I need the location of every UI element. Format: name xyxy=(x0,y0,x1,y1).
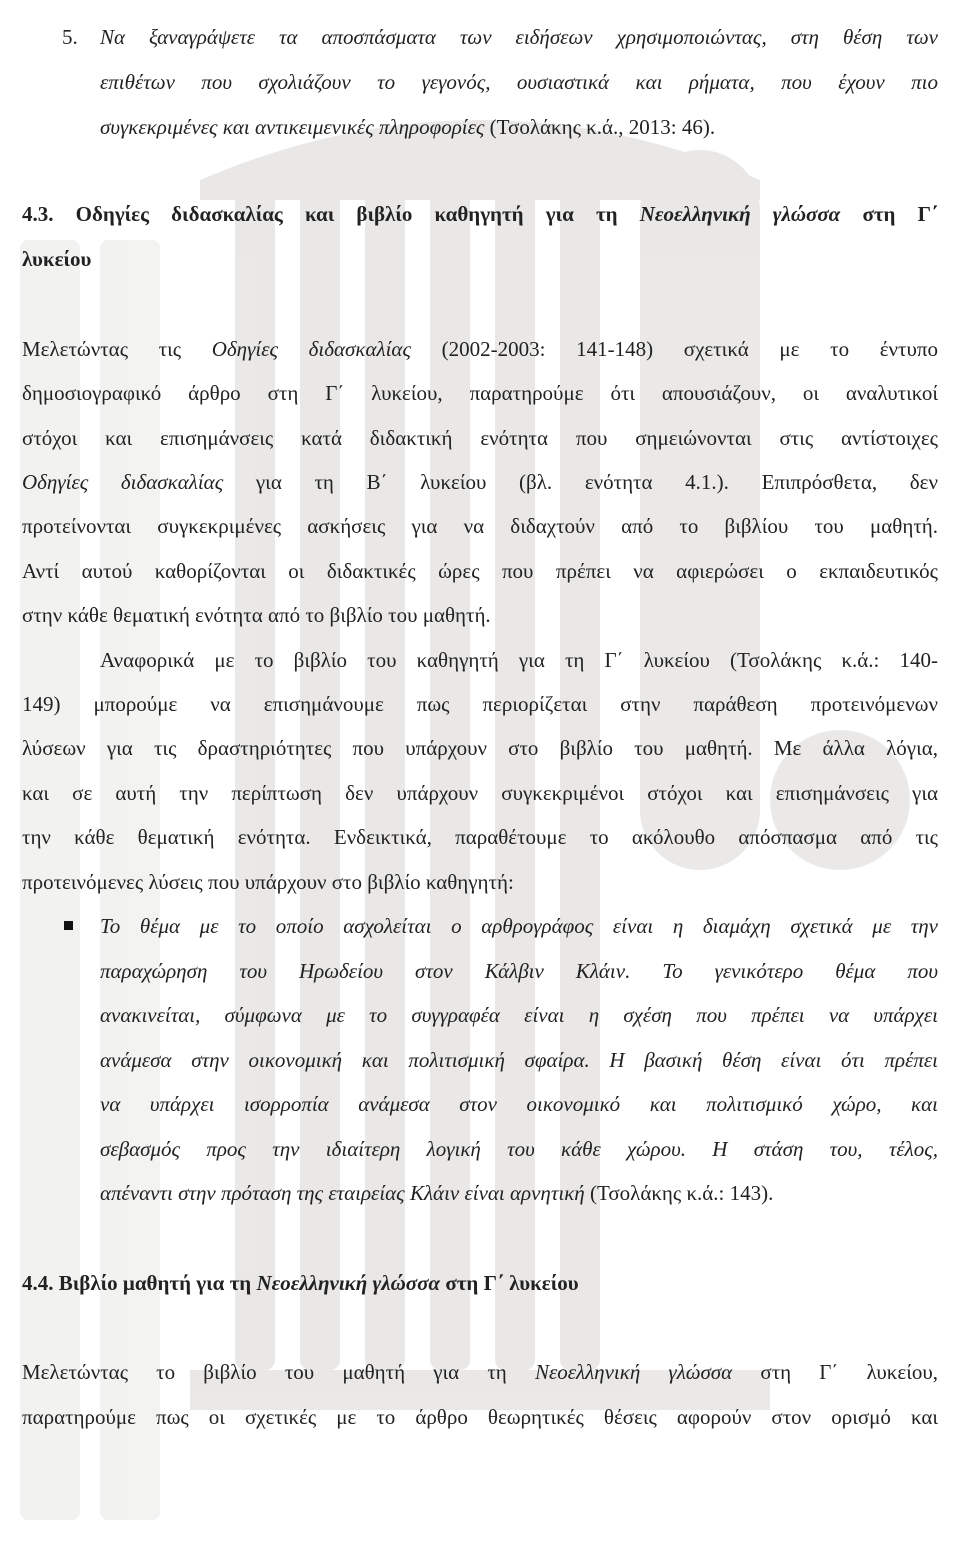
heading-4-4-prefix: 4.4. Βιβλίο μαθητή για τη xyxy=(22,1271,257,1295)
heading-4-4-italic: Νεοελληνική γλώσσα xyxy=(256,1271,441,1295)
quote-line-6: σεβασμός προς την ιδιαίτερη λογική του κάθε χώρου. Η στάση του, τέλος, xyxy=(100,1137,938,1161)
item5-citation: (Τσολάκης κ.ά., 2013: 46). xyxy=(484,115,716,139)
para1-italic-title: Οδηγίες διδασκαλίας xyxy=(211,337,411,361)
bullet-icon xyxy=(64,921,73,930)
para2-line-4: και σε αυτή την περίπτωση δεν υπάρχουν συγκεκριμένοι στόχοι και επισημάνσεις για xyxy=(22,781,938,805)
item5-line-3-italic: συγκεκριμένες και αντικειμενικές πληροφορίες xyxy=(100,115,485,139)
para1-line-6: Αντί αυτού καθορίζονται οι διδακτικές ώρες που πρέπει να αφιερώσει ο εκπαιδευτικός xyxy=(22,559,938,583)
item5-line-2: επιθέτων που σχολιάζουν το γεγονός, ουσιαστικά και ρήματα, που έχουν πιο xyxy=(100,70,938,94)
para2-line-6: προτεινόμενες λύσεις που υπάρχουν στο βιβλίο καθηγητή: xyxy=(22,870,514,894)
para3-text: Μελετώντας το βιβλίο του μαθητή για τη xyxy=(22,1360,535,1384)
quote-line-2: παραχώρηση του Ηρωδείου στον Κάλβιν Κλάιν. Το γενικότερο θέμα που xyxy=(100,959,938,983)
heading-4-3-suffix: στη Γ΄ xyxy=(840,202,938,226)
para3-text: στη Γ΄ λυκείου, xyxy=(732,1360,939,1384)
para1-line-5: προτείνονται συγκεκριμένες ασκήσεις για να διδαχτούν από το βιβλίου του μαθητή. xyxy=(22,514,938,538)
para3-line-1 xyxy=(22,1357,938,1387)
para1-text: για τη Β΄ λυκείου (βλ. ενότητα 4.1.). Επιπρόσθετα, δεν xyxy=(223,470,938,494)
quote-line-3: ανακινείται, σύμφωνα με το συγγραφέα είναι η σχέση που πρέπει να υπάρχει xyxy=(100,1003,938,1027)
quote-italic-text: απέναντι στην πρόταση της εταιρείας Κλάιν είναι αρνητική xyxy=(100,1181,585,1205)
item5-line-1: Να ξαναγράψετε τα αποσπάσματα των ειδήσεων χρησιμοποιώντας, στη θέση των xyxy=(100,25,938,49)
list-item-number: 5. xyxy=(62,25,78,49)
para3-italic-title: Νεοελληνική γλώσσα xyxy=(534,1360,733,1384)
para1-line-2: δημοσιογραφικό άρθρο στη Γ΄ λυκείου, παρατηρούμε ότι απουσιάζουν, οι αναλυτικοί xyxy=(22,381,938,405)
quote-citation: (Τσολάκης κ.ά.: 143). xyxy=(584,1181,774,1205)
para1-line-4 xyxy=(22,467,938,497)
heading-4-3-prefix: 4.3. Οδηγίες διδασκαλίας και βιβλίο καθηγητή για τη xyxy=(22,202,640,226)
section-heading-4-3-line-2: λυκείου xyxy=(22,247,92,271)
quote-line-1: Το θέμα με το οποίο ασχολείται ο αρθρογράφος είναι η διαμάχη σχετικά με την xyxy=(100,914,938,938)
heading-4-3-italic: Νεοελληνική γλώσσα xyxy=(639,202,841,226)
para2-line-2: 149) μπορούμε να επισημάνουμε πως περιορίζεται στην παράθεση προτεινόμενων xyxy=(22,692,938,716)
para1-text: Μελετώντας τις xyxy=(22,337,212,361)
section-heading-4-3 xyxy=(22,199,938,229)
para1-line-1 xyxy=(22,334,938,364)
para2-line-3: λύσεων για τις δραστηριότητες που υπάρχουν στο βιβλίο του μαθητή. Με άλλα λόγια, xyxy=(22,736,938,760)
heading-4-4-suffix: στη Γ΄ λυκείου xyxy=(440,1271,579,1295)
para1-line-3: στόχοι και επισημάνσεις κατά διδακτική ενότητα που σημειώνονται στις αντίστοιχες xyxy=(22,426,938,450)
para2-line-1: Αναφορικά με το βιβλίο του καθηγητή για τη Γ΄ λυκείου (Τσολάκης κ.ά.: 140- xyxy=(100,648,938,672)
para2-line-5: την κάθε θεματική ενότητα. Ενδεικτικά, παραθέτουμε το ακόλουθο απόσπασμα από τις xyxy=(22,825,938,849)
item5-line-3 xyxy=(100,112,715,142)
quote-line-4: ανάμεσα στην οικονομική και πολιτισμική σφαίρα. Η βασική θέση είναι ότι πρέπει xyxy=(100,1048,938,1072)
quote-line-7 xyxy=(100,1178,773,1208)
section-heading-4-4 xyxy=(22,1268,579,1298)
para1-italic-title: Οδηγίες διδασκαλίας xyxy=(22,470,224,494)
para3-line-2: παρατηρούμε πως οι σχετικές με το άρθρο θεωρητικές θέσεις αφορούν στον ορισμό και xyxy=(22,1405,938,1429)
quote-line-5: να υπάρχει ισορροπία ανάμεσα στον οικονομικό και πολιτισμικό χώρο, και xyxy=(100,1092,938,1116)
para1-line-7: στην κάθε θεματική ενότητα από το βιβλίο του μαθητή. xyxy=(22,603,491,627)
para1-text: (2002-2003: 141-148) σχετικά με το έντυπο xyxy=(410,337,938,361)
